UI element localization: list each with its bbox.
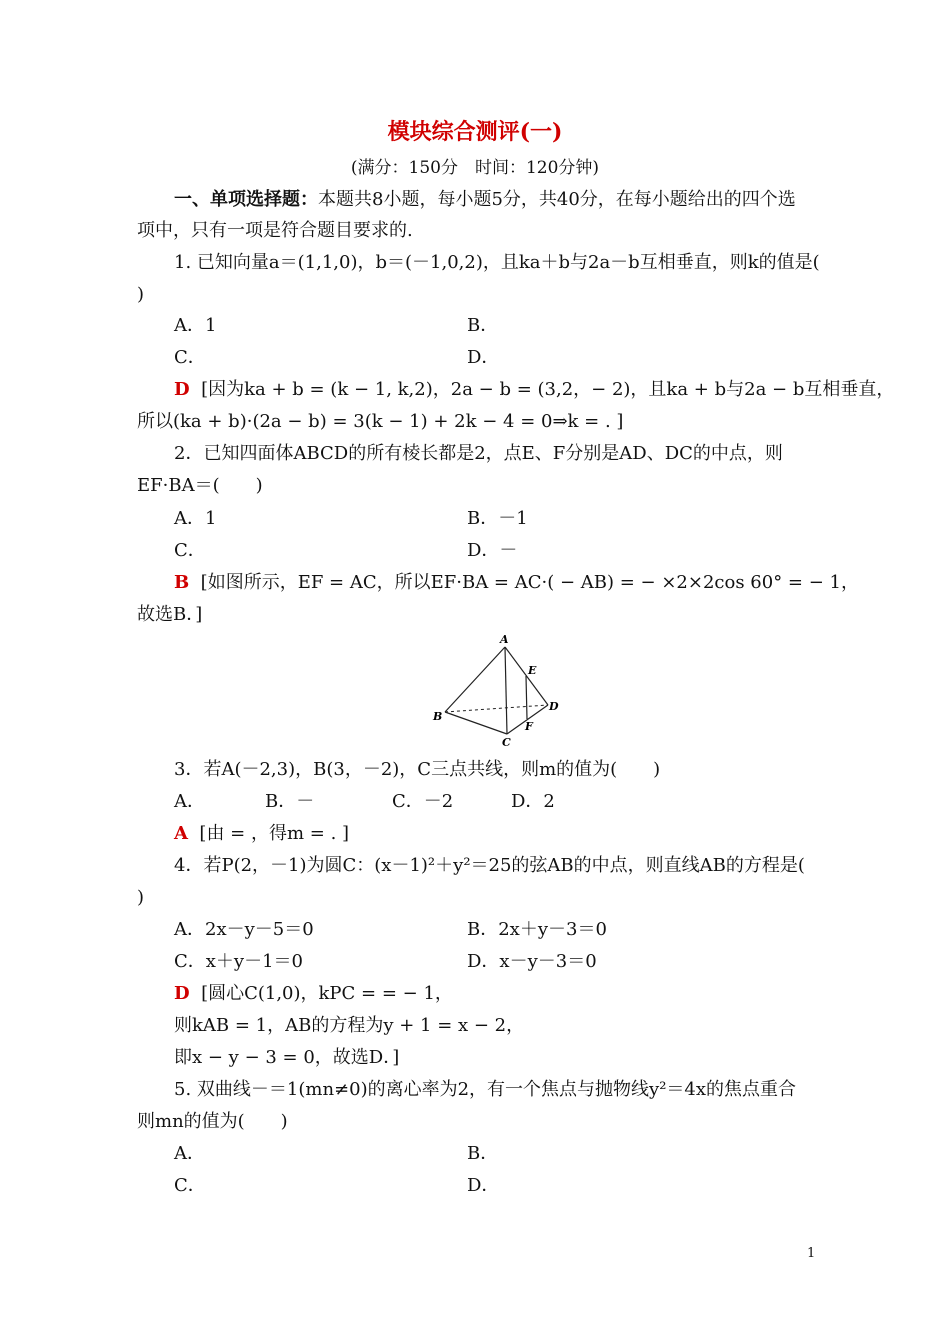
q2-stem-2: EF·BA＝( ) bbox=[137, 475, 263, 496]
q5-option-a: A． bbox=[174, 1143, 205, 1164]
q4-explanation-1 bbox=[174, 982, 453, 1006]
q3-option-b: B．－ bbox=[265, 791, 315, 812]
q3-explanation bbox=[174, 822, 349, 846]
q4-option-a: A．2x－y－5＝0 bbox=[174, 919, 314, 940]
q1-stem-2: ) bbox=[137, 284, 145, 305]
page-title: 模块综合测评(一) bbox=[387, 119, 563, 145]
q2-option-a: A．1 bbox=[174, 508, 217, 529]
q4-stem-2: ) bbox=[137, 887, 145, 908]
section-intro bbox=[174, 188, 796, 212]
q5-stem-2: 则mn的值为( ) bbox=[137, 1111, 288, 1132]
score-time-info: (满分：150分 时间：120分钟) bbox=[350, 158, 600, 178]
q4-explanation-2: 则kAB = 1，AB的方程为y + 1 = x − 2， bbox=[174, 1015, 525, 1036]
page-number: 1 bbox=[807, 1246, 816, 1261]
q1-option-b: B． bbox=[467, 315, 499, 336]
q2-answer: B bbox=[174, 572, 190, 593]
q1-answer: D bbox=[174, 379, 190, 400]
fig-label-d: D bbox=[549, 700, 559, 713]
q4-answer: D bbox=[174, 983, 190, 1004]
q1-explanation-1 bbox=[174, 378, 894, 402]
q5-option-b: B． bbox=[467, 1143, 499, 1164]
q2-explanation-1 bbox=[174, 571, 859, 595]
q4-option-b: B．2x＋y－3＝0 bbox=[467, 919, 607, 940]
q3-stem: 3．若A(－2,3)，B(3，－2)，C三点共线，则m的值为( ) bbox=[174, 759, 661, 780]
fig-label-b: B bbox=[433, 710, 443, 723]
q5-option-c: C． bbox=[174, 1175, 206, 1196]
q1-stem-1: 1. 已知向量a＝(1,1,0)，b＝(－1,0,2)，且ka＋b与2a－b互相垂直，则k的值是( bbox=[174, 252, 820, 273]
q3-exp-text: [由 = ，得m = . ] bbox=[199, 823, 350, 844]
q2-exp-text-1: [如图所示，EF = AC，所以EF·BA = AC·( − AB) = − ×2×2cos 60° = − 1， bbox=[200, 572, 859, 593]
fig-label-f: F bbox=[525, 720, 533, 733]
q2-stem-1: 2．已知四面体ABCD的所有棱长都是2，点E、F分别是AD、DC的中点，则 bbox=[174, 443, 783, 464]
section-heading: 一、单项选择题： bbox=[174, 189, 318, 210]
q5-stem-1: 5. 双曲线－＝1(mn≠0)的离心率为2，有一个焦点与抛物线y²＝4x的焦点重合 bbox=[174, 1079, 797, 1100]
q3-option-d: D．2 bbox=[511, 791, 555, 812]
q1-option-c: C． bbox=[174, 347, 206, 368]
q1-option-a: A．1 bbox=[174, 315, 217, 336]
q3-answer: A bbox=[174, 823, 188, 844]
q2-option-b: B．－1 bbox=[467, 508, 528, 529]
q4-option-c: C．x＋y－1＝0 bbox=[174, 951, 303, 972]
q1-explanation-2: 所以(ka + b)·(2a − b) = 3(k − 1) + 2k − 4 = 0⇒k = . ] bbox=[137, 411, 624, 432]
q2-option-c: C． bbox=[174, 540, 206, 561]
q4-exp-text-1: [圆心C(1,0)，kPC = = − 1， bbox=[201, 983, 453, 1004]
fig-label-a: A bbox=[500, 633, 509, 646]
q3-option-c: C．－2 bbox=[392, 791, 454, 812]
tetrahedron-figure bbox=[425, 632, 565, 752]
q4-stem-1: 4．若P(2，－1)为圆C：(x－1)²＋y²＝25的弦AB的中点，则直线AB的方程是( bbox=[174, 855, 805, 876]
q1-option-d: D． bbox=[467, 347, 500, 368]
q5-option-d: D． bbox=[467, 1175, 500, 1196]
q2-option-d: D．－ bbox=[467, 540, 518, 561]
q1-exp-text-1: [因为ka + b = (k − 1, k,2)，2a − b = (3,2，− 2)，且ka + b与2a − b互相垂直， bbox=[201, 379, 895, 400]
q4-option-d: D．x－y－3＝0 bbox=[467, 951, 597, 972]
section-text-2: 项中，只有一项是符合题目要求的. bbox=[137, 220, 413, 241]
q3-option-a: A． bbox=[174, 791, 205, 812]
fig-label-c: C bbox=[502, 736, 511, 749]
section-text-1: 本题共8小题，每小题5分，共40分，在每小题给出的四个选 bbox=[318, 189, 796, 210]
q4-explanation-3: 即x − y − 3 = 0，故选D．] bbox=[174, 1047, 400, 1068]
fig-label-e: E bbox=[528, 664, 537, 677]
q2-explanation-2: 故选B．] bbox=[137, 604, 203, 625]
